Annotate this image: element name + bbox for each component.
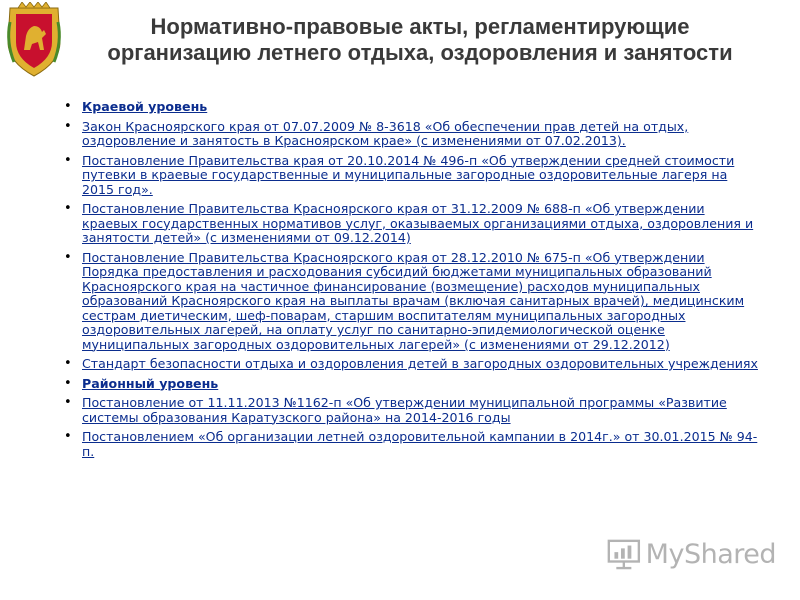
- document-link[interactable]: Постановление от 11.11.2013 №1162-п «Об утверждении муниципальной программы «Развитие системы образования Каратузского района» на 2014-2016 годы: [82, 395, 727, 425]
- list-item: [62, 377, 762, 392]
- document-list: [62, 100, 762, 464]
- list-item: [62, 430, 762, 459]
- district-level-link[interactable]: Районный уровень: [82, 375, 219, 391]
- presentation-icon: [606, 536, 642, 572]
- watermark-text: MyShared: [645, 538, 776, 570]
- document-link[interactable]: Закон Красноярского края от 07.07.2009 № 8-3618 «Об обеспечении прав детей на отдых, оздоровление и занятость в Красноярском крае» (с изменениями от 07.02.2013).: [82, 118, 689, 148]
- list-item: [62, 357, 762, 372]
- page-title: Нормативно-правовые акты, регламентирующие организацию летнего отдыха, оздоровления и занятости: [107, 14, 733, 65]
- coat-of-arms-icon: [4, 2, 64, 80]
- list-item: [62, 202, 762, 246]
- list-item: [62, 396, 762, 425]
- regional-level-link[interactable]: Краевой уровень: [82, 99, 208, 114]
- document-link[interactable]: Постановление Правительства Красноярского края от 28.12.2010 № 675-п «Об утверждении Порядка предоставления и расходования субсидий бюджетами муниципальных образований Красноярского края на частичное финансирование (возмещение) расходов муниципальных образований Красноярского края на выплаты врачам (включая санитарных врачей), медицинским сестрам диетическим, шеф-поварам, старшим воспитателям муниципальных загородных оздоровительных лагерей, на оплату услуг по санитарно-эпидемиологической оценке муниципальных загородных оздоровительных лагерей» (с изменениями от 29.12.2012): [82, 249, 745, 352]
- document-link[interactable]: Постановлением «Об организации летней оздоровительной кампании в 2014г.» от 30.01.2015 № 94-п.: [82, 429, 758, 459]
- document-link[interactable]: Постановление Правительства края от 20.10.2014 № 496-п «Об утверждении средней стоимости путевки в краевые государственные и муниципальные загородные оздоровительные лагеря на 2015 год».: [82, 152, 735, 197]
- document-link[interactable]: Стандарт безопасности отдыха и оздоровления детей в загородных оздоровительных учреждениях: [82, 356, 758, 371]
- document-link[interactable]: Постановление Правительства Красноярского края от 31.12.2009 № 688-п «Об утверждении краевых государственных нормативов услуг, оказываемых организациями отдыха, оздоровления и занятости детей» (с изменениями от 09.12.2014): [82, 201, 754, 245]
- list-item: [62, 251, 762, 353]
- list-item: [62, 100, 762, 115]
- list-item: [62, 154, 762, 198]
- watermark: [606, 534, 776, 574]
- list-item: [62, 120, 762, 149]
